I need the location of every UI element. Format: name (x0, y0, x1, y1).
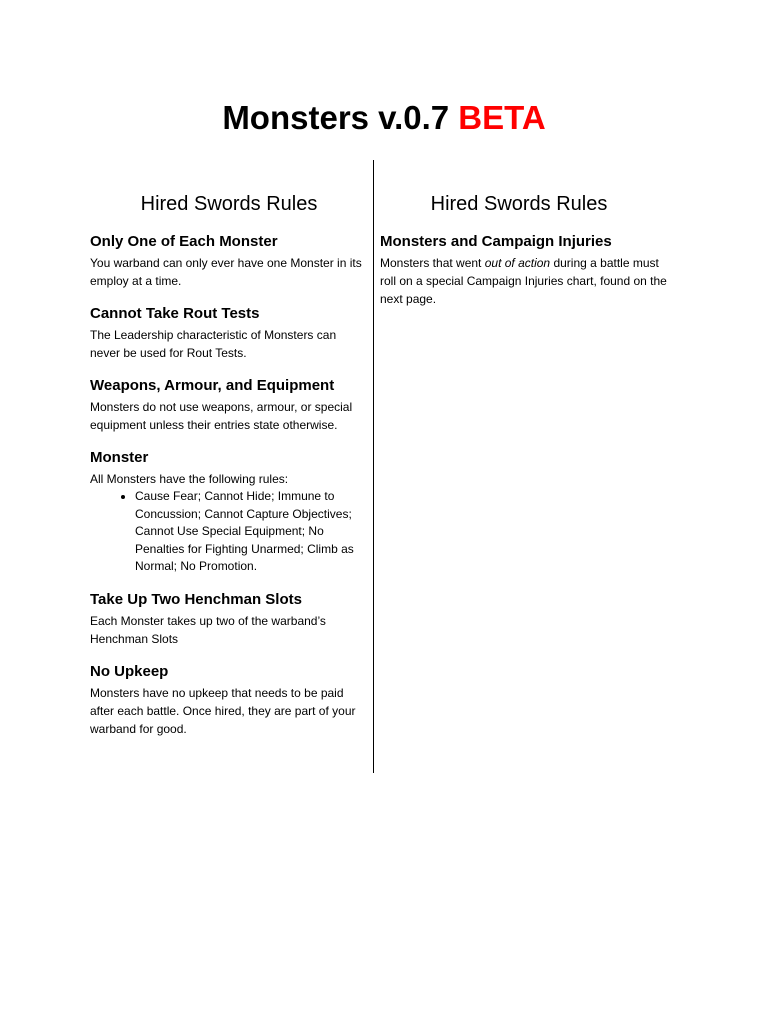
left-column (90, 190, 368, 752)
section-only-one-monster (90, 232, 368, 290)
title-main: Monsters v.0.7 (222, 99, 450, 136)
section-title: Take Up Two Henchman Slots (90, 590, 302, 608)
section-no-upkeep (90, 662, 368, 738)
column-divider (373, 160, 374, 773)
section-title: Weapons, Armour, and Equipment (90, 377, 335, 394)
section-campaign-injuries (380, 232, 670, 308)
section-body: You warband can only ever have one Monster in its employ at a time. (90, 256, 362, 288)
monster-rules-list (90, 488, 368, 576)
section-body: Monsters have no upkeep that needs to be paid after each battle. Once hired, they are part of your warband for good. (90, 685, 356, 736)
section-rout-tests (90, 304, 368, 362)
left-column-heading: Hired Swords Rules (140, 193, 318, 215)
body-text-italic: out of action (484, 256, 551, 270)
title-beta: BETA (458, 99, 546, 136)
section-title: Monster (90, 449, 149, 466)
section-body (380, 254, 670, 308)
body-text-before: Monsters that went (380, 256, 485, 270)
section-body: Each Monster takes up two of the warband’s Henchman Slots (90, 613, 326, 646)
section-body: The Leadership characteristic of Monsters can never be used for Rout Tests. (90, 328, 337, 360)
list-item: • Cause Fear; Cannot Hide; Immune to Concussion; Cannot Capture Objectives; Cannot Use Special Equipment; No Penalties for Fighting Unarmed; Climb as Normal; No Promotion. (135, 488, 368, 576)
section-body: Monsters do not use weapons, armour, or special equipment unless their entries state otherwise. (90, 400, 353, 432)
section-monster (90, 448, 368, 576)
page-title (0, 96, 768, 140)
right-column-heading: Hired Swords Rules (430, 193, 608, 215)
section-title: Only One of Each Monster (90, 233, 278, 250)
section-weapons-armour (90, 376, 368, 434)
section-title: Cannot Take Rout Tests (90, 305, 260, 322)
section-title: No Upkeep (90, 662, 169, 680)
body-text-after: during a battle must roll on a special Campaign Injuries chart, found on the next page. (380, 256, 667, 306)
section-body: All Monsters have the following rules: (90, 472, 289, 486)
section-title: Monsters and Campaign Injuries (380, 233, 612, 250)
section-henchman-slots (90, 590, 368, 648)
right-column (380, 190, 670, 322)
